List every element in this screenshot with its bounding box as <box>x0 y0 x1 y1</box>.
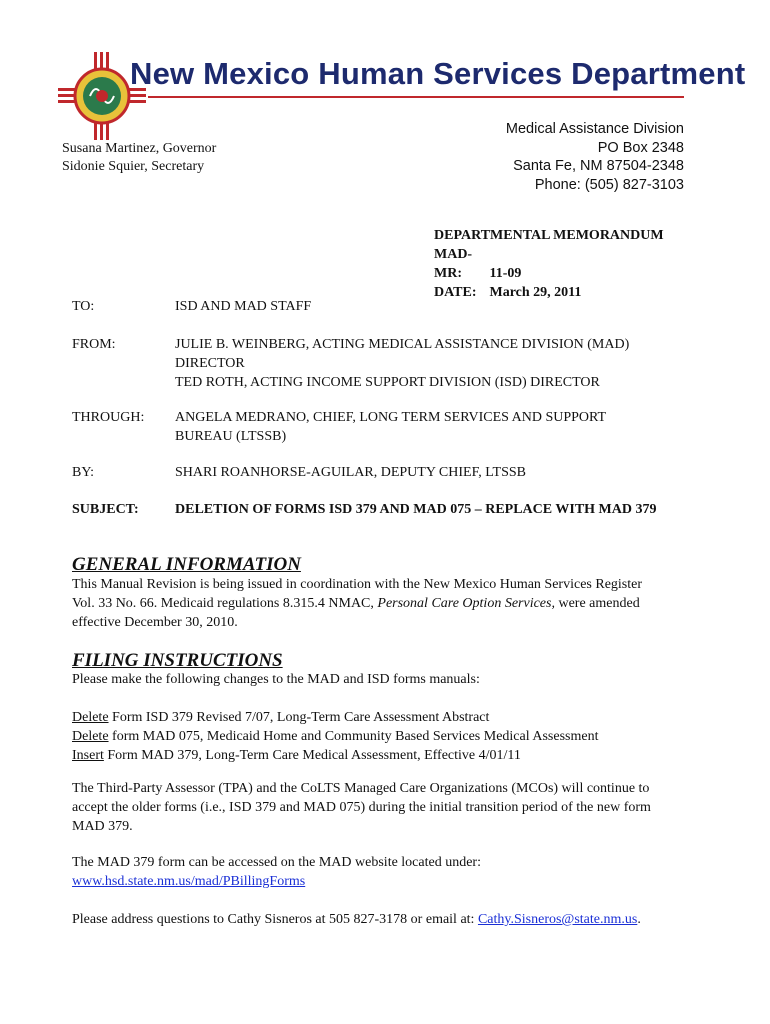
questions-paragraph <box>72 910 712 929</box>
memo-number-label: MAD-MR: <box>434 247 473 281</box>
from-line-2: DIRECTOR <box>175 356 245 371</box>
by-value: SHARI ROANHORSE-AGUILAR, DEPUTY CHIEF, LTSSB <box>175 465 526 480</box>
department-title: New Mexico Human Services Department <box>130 56 746 91</box>
by-label: BY: <box>72 465 95 480</box>
division-name: Medical Assistance Division <box>505 121 684 137</box>
from-value <box>175 335 715 392</box>
city-state-zip: Santa Fe, NM 87504-2348 <box>513 158 684 174</box>
change-action: Insert <box>72 748 104 763</box>
to-value: ISD AND MAD STAFF <box>175 299 312 314</box>
access-paragraph <box>72 853 712 891</box>
title-divider <box>148 96 684 98</box>
questions-period: . <box>637 912 641 927</box>
filing-instructions-heading: FILING INSTRUCTIONS <box>72 650 283 671</box>
tpa-paragraph <box>72 779 712 836</box>
from-line-1: JULIE B. WEINBERG, ACTING MEDICAL ASSISTANCE DIVISION (MAD) <box>175 337 630 352</box>
forms-website-link[interactable]: www.hsd.state.nm.us/mad/PBillingForms <box>72 874 306 889</box>
list-item <box>72 708 712 727</box>
change-text: Form ISD 379 Revised 7/07, Long-Term Care Assessment Abstract <box>108 710 490 725</box>
memo-date-label: DATE: <box>434 285 477 300</box>
regulation-title: Personal Care Option Services, <box>377 596 555 611</box>
tpa-line-3: MAD 379. <box>72 819 133 834</box>
general-information-heading: GENERAL INFORMATION <box>72 554 301 575</box>
questions-text: Please address questions to Cathy Sisneros at 505 827-3178 or email at: <box>72 912 478 927</box>
tpa-line-1: The Third-Party Assessor (TPA) and the CoLTS Managed Care Organizations (MCOs) will continue to <box>72 781 650 796</box>
through-line-2: BUREAU (LTSSB) <box>175 429 287 444</box>
general-information-text <box>72 575 712 632</box>
through-label: THROUGH: <box>72 410 145 425</box>
change-action: Delete <box>72 710 109 725</box>
general-line-2 <box>72 594 712 613</box>
memo-number: 11-09 <box>489 266 522 281</box>
filing-intro: Please make the following changes to the MAD and ISD forms manuals: <box>72 672 480 687</box>
list-item <box>72 727 712 746</box>
to-label: TO: <box>72 299 95 314</box>
through-value <box>175 408 715 446</box>
memo-header <box>434 226 664 302</box>
secretary-line: Sidonie Squier, Secretary <box>62 159 205 174</box>
subject-label: SUBJECT: <box>72 502 139 517</box>
general-line-1: This Manual Revision is being issued in coordination with the New Mexico Human Services Register <box>72 577 643 592</box>
division-address-block <box>506 120 684 194</box>
from-line-3: TED ROTH, ACTING INCOME SUPPORT DIVISION (ISD) DIRECTOR <box>175 375 600 390</box>
general-line-3: effective December 30, 2010. <box>72 615 238 630</box>
tpa-line-2: accept the older forms (i.e., ISD 379 and MAD 075) during the initial transition period of the new form <box>72 800 651 815</box>
change-text: Form MAD 379, Long-Term Care Medical Assessment, Effective 4/01/11 <box>103 748 521 763</box>
contact-email-link[interactable]: Cathy.Sisneros@state.nm.us <box>477 912 638 927</box>
change-text: form MAD 075, Medicaid Home and Community Based Services Medical Assessment <box>108 729 599 744</box>
po-box: PO Box 2348 <box>597 139 684 156</box>
general-line-2a: Vol. 33 No. 66. Medicaid regulations 8.315.4 NMAC, <box>72 596 378 611</box>
list-item <box>72 746 712 765</box>
phone-number: Phone: (505) 827-3103 <box>534 176 684 193</box>
subject-value: DELETION OF FORMS ISD 379 AND MAD 075 – REPLACE WITH MAD 379 <box>175 502 657 517</box>
memo-number-line <box>434 245 664 283</box>
memo-type: DEPARTMENTAL MEMORANDUM <box>434 228 664 243</box>
memo-date: March 29, 2011 <box>489 285 582 300</box>
access-line: The MAD 379 form can be accessed on the MAD website located under: <box>72 855 481 870</box>
officials-block <box>62 140 216 176</box>
governor-line: Susana Martinez, Governor <box>62 141 217 156</box>
through-line-1: ANGELA MEDRANO, CHIEF, LONG TERM SERVICES AND SUPPORT <box>175 410 607 425</box>
general-line-2c: were amended <box>554 596 640 611</box>
change-action: Delete <box>72 729 109 744</box>
from-label: FROM: <box>72 337 116 352</box>
filing-change-list <box>72 708 712 765</box>
